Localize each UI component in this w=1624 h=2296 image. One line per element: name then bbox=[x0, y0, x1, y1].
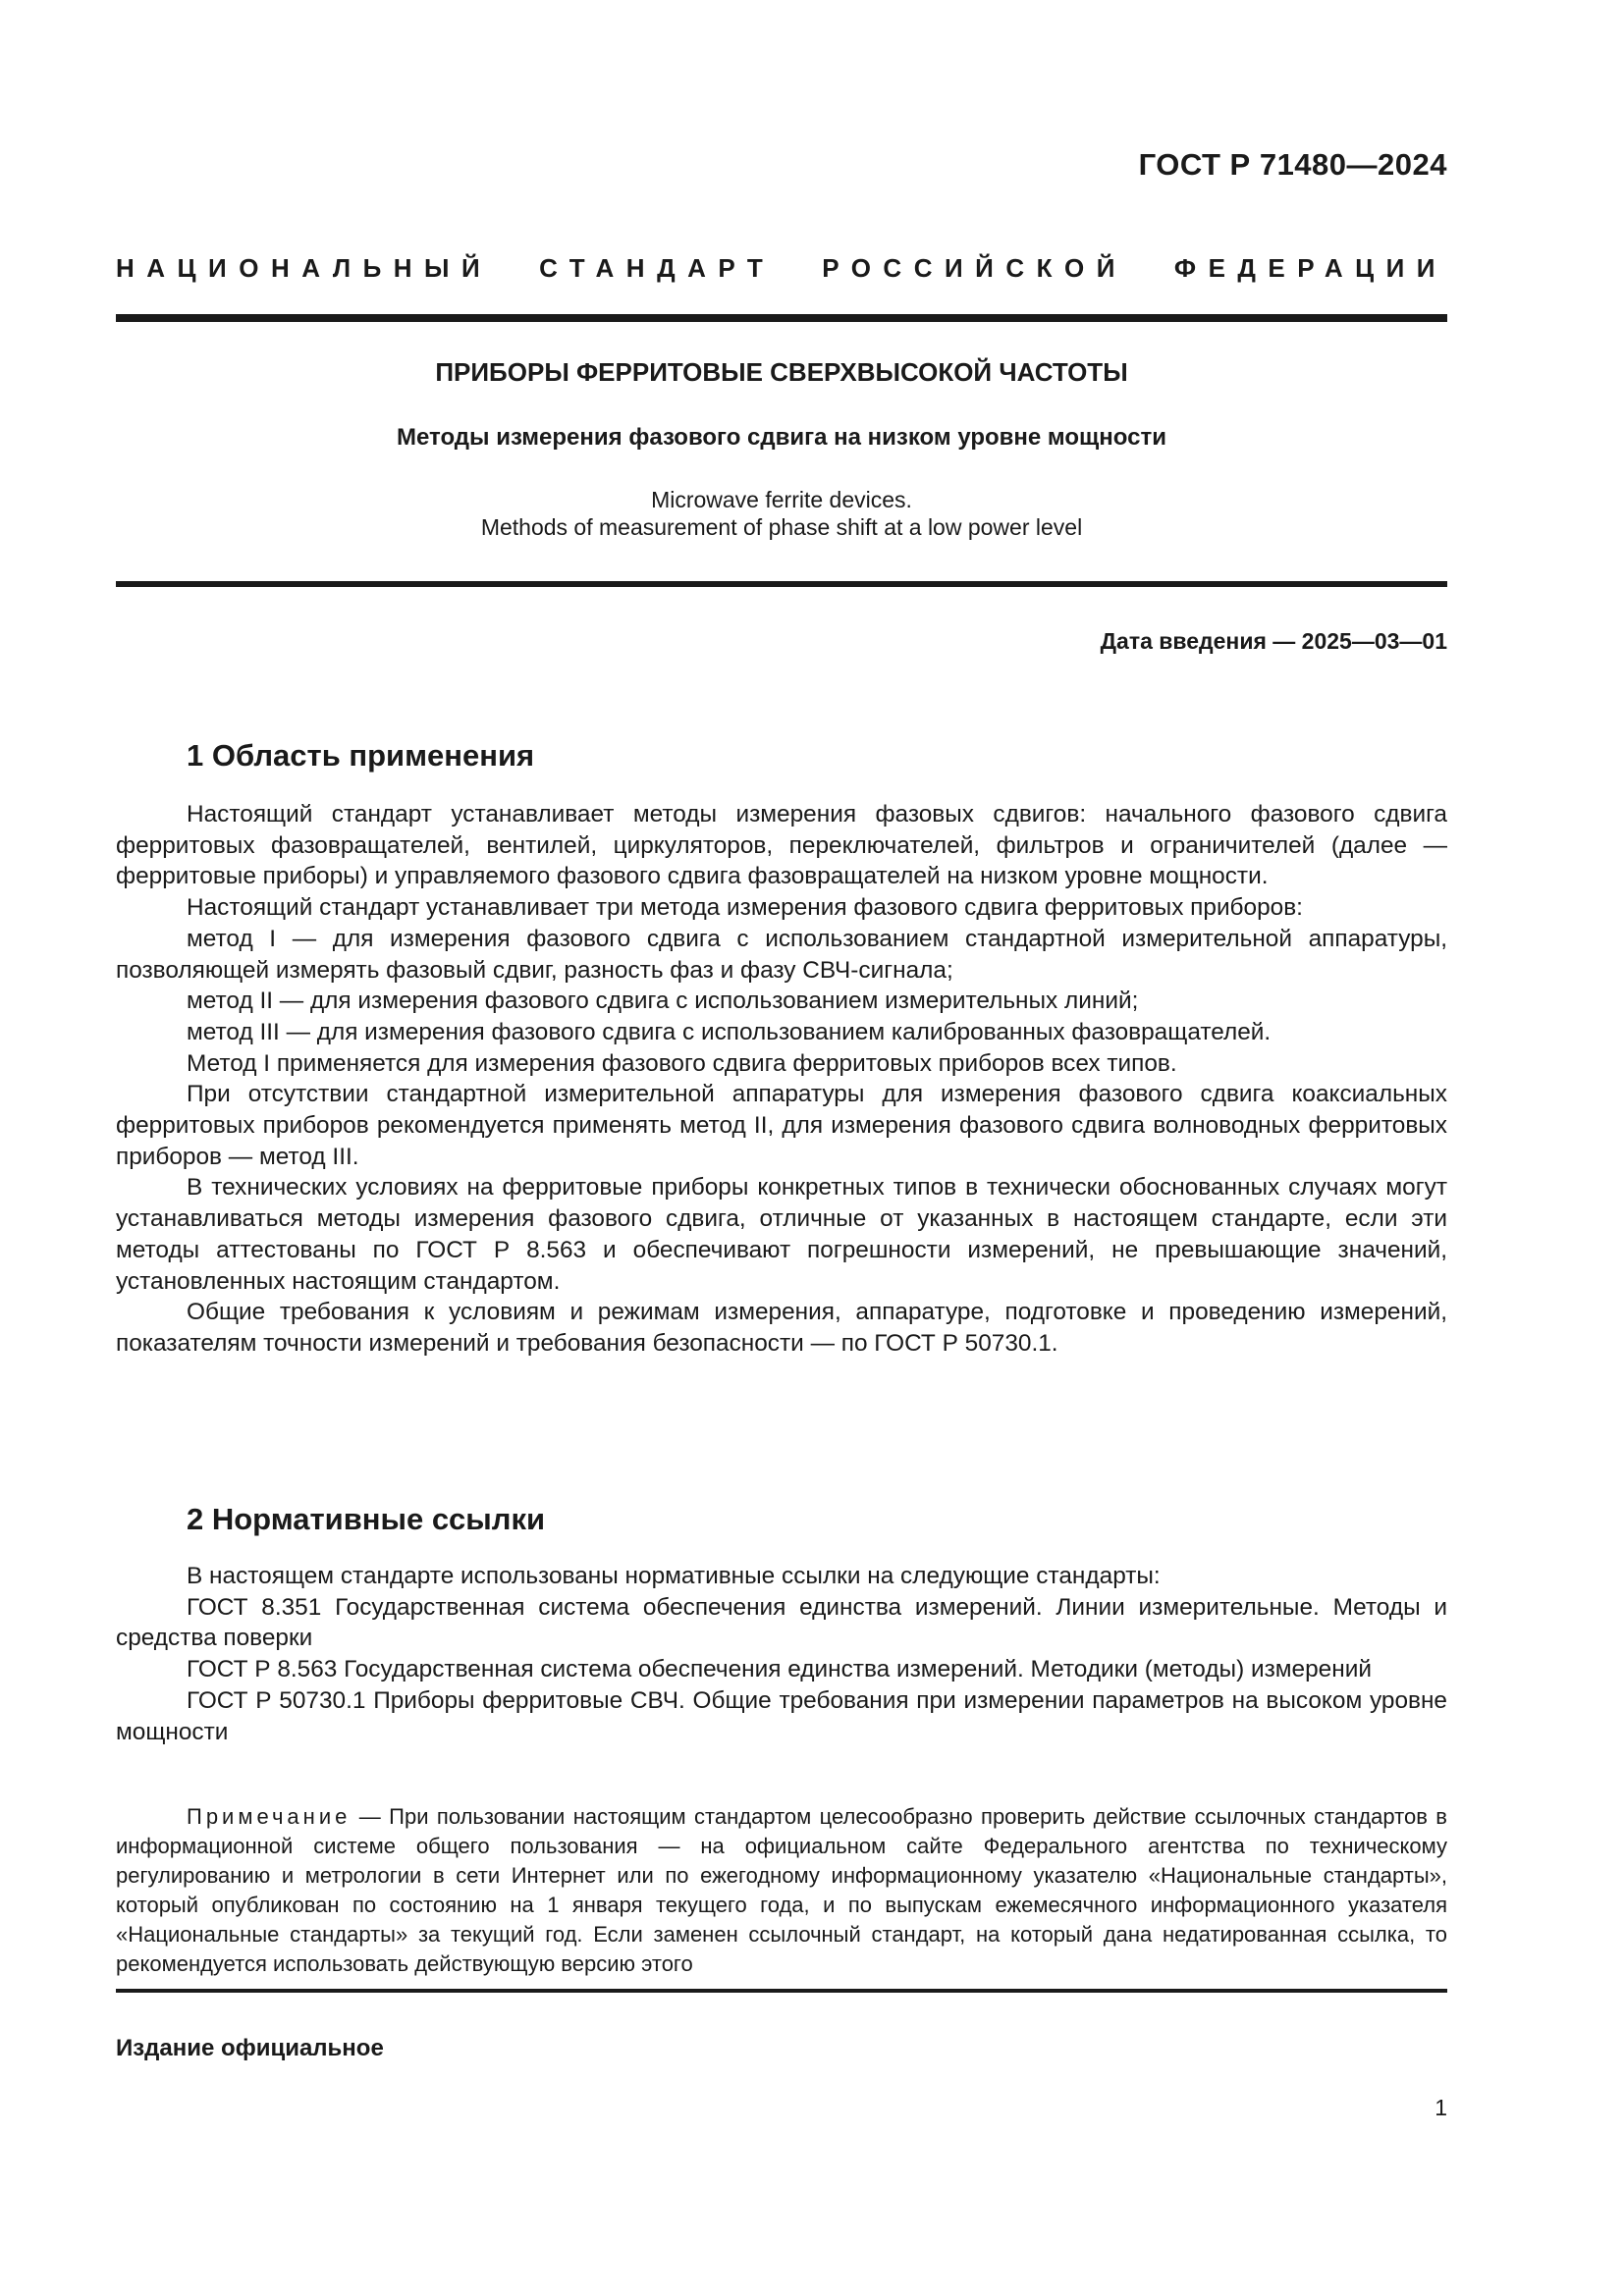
paragraph: метод III — для измерения фазового сдвига с использованием калиброванных фазовращателей. bbox=[187, 1018, 1272, 1045]
reference-item: ГОСТ Р 8.563 Государственная система обеспечения единства измерений. Методики (методы) измерений bbox=[187, 1656, 1372, 1683]
document-subtitle: Методы измерения фазового сдвига на низком уровне мощности bbox=[397, 424, 1166, 451]
note-paragraph bbox=[116, 1802, 1447, 1979]
reference-item: ГОСТ Р 50730.1 Приборы ферритовые СВЧ. Общие требования при измерении параметров на высоком уровне мощности bbox=[116, 1686, 1447, 1745]
banner-word: СТАНДАРТ bbox=[539, 253, 776, 283]
note-text: — При пользовании настоящим стандартом целесообразно проверить действие ссылочных стандартов в информационной системе общего пользования — на официальном сайте Федерального агентства по техническому регулированию и метрологии в сети Интернет или по ежегодному информационному указателю «Национальные стандарты», который опубликован по состоянию на 1 января текущего года, и по выпускам ежемесячного информационного указателя «Национальные стандарты» за текущий год. Если заменен ссылочный стандарт, на который дана недатированная ссылка, то рекомендуется использовать действующую версию этого bbox=[116, 1804, 1447, 1976]
date-of-introduction: Дата введения — 2025—03—01 bbox=[1100, 628, 1447, 654]
section-1-body bbox=[116, 799, 1447, 1360]
paragraph: В настоящем стандарте использованы нормативные ссылки на следующие стандарты: bbox=[187, 1563, 1161, 1589]
paragraph: метод II — для измерения фазового сдвига с использованием измерительных линий; bbox=[187, 988, 1139, 1015]
english-title-line2: Methods of measurement of phase shift at a low power level bbox=[480, 514, 1083, 540]
national-standard-banner bbox=[116, 253, 1447, 284]
paragraph: Настоящий стандарт устанавливает три метода измерения фазового сдвига ферритовых приборов: bbox=[187, 894, 1303, 922]
paragraph: Общие требования к условиям и режимам измерения, аппаратуре, подготовке и проведению измерений, показателям точности измерений и требования безопасности — по ГОСТ Р 50730.1. bbox=[116, 1299, 1447, 1357]
document-title: ПРИБОРЫ ФЕРРИТОВЫЕ СВЕРХВЫСОКОЙ ЧАСТОТЫ bbox=[435, 357, 1128, 387]
section-1-heading: 1 Область применения bbox=[187, 738, 535, 773]
banner-word: РОССИЙСКОЙ bbox=[822, 253, 1127, 283]
top-rule bbox=[116, 314, 1447, 322]
bottom-rule bbox=[116, 1989, 1447, 1993]
paragraph: Метод I применяется для измерения фазового сдвига ферритовых приборов всех типов. bbox=[187, 1049, 1177, 1077]
official-edition-label: Издание официальное bbox=[116, 2035, 384, 2061]
note-label: Примечание bbox=[187, 1804, 352, 1829]
paragraph: Настоящий стандарт устанавливает методы измерения фазовых сдвигов: начального фазового сдвига ферритовых фазовращателей, вентилей, циркуляторов, переключателей, фильтров и ограничителей (далее — ферритовые приборы) и управляемого фазового сдвига фазовращателей на низком уровне мощности. bbox=[116, 801, 1447, 890]
paragraph: При отсутствии стандартной измерительной аппаратуры для измерения фазового сдвига коаксиальных ферритовых приборов рекомендуется применять метод II, для измерения фазового сдвига волноводных ферритовых приборов — метод III. bbox=[116, 1081, 1447, 1170]
reference-item: ГОСТ 8.351 Государственная система обеспечения единства измерений. Линии измерительные. Методы и средства поверки bbox=[116, 1593, 1447, 1652]
note bbox=[116, 1802, 1447, 1979]
banner-word: НАЦИОНАЛЬНЫЙ bbox=[116, 253, 493, 283]
section-2-body bbox=[116, 1561, 1447, 1747]
page-number: 1 bbox=[1435, 2095, 1447, 2120]
paragraph: В технических условиях на ферритовые приборы конкретных типов в технически обоснованных случаях могут устанавливаться методы измерения фазового сдвига, отличные от указанных в настоящем стандарте, если эти методы аттестованы по ГОСТ Р 8.563 и обеспечивают погрешности измерений, не превышающие значений, установленных настоящим стандартом. bbox=[116, 1174, 1447, 1295]
title-rule bbox=[116, 581, 1447, 587]
banner-word: ФЕДЕРАЦИИ bbox=[1173, 253, 1447, 283]
gost-code: ГОСТ Р 71480—2024 bbox=[1138, 147, 1447, 182]
paragraph: метод I — для измерения фазового сдвига с использованием стандартной измерительной аппаратуры, позволяющей измерять фазовый сдвиг, разность фаз и фазу СВЧ-сигнала; bbox=[116, 925, 1447, 984]
section-2-heading: 2 Нормативные ссылки bbox=[187, 1502, 546, 1536]
english-title-line1: Microwave ferrite devices. bbox=[651, 487, 912, 512]
